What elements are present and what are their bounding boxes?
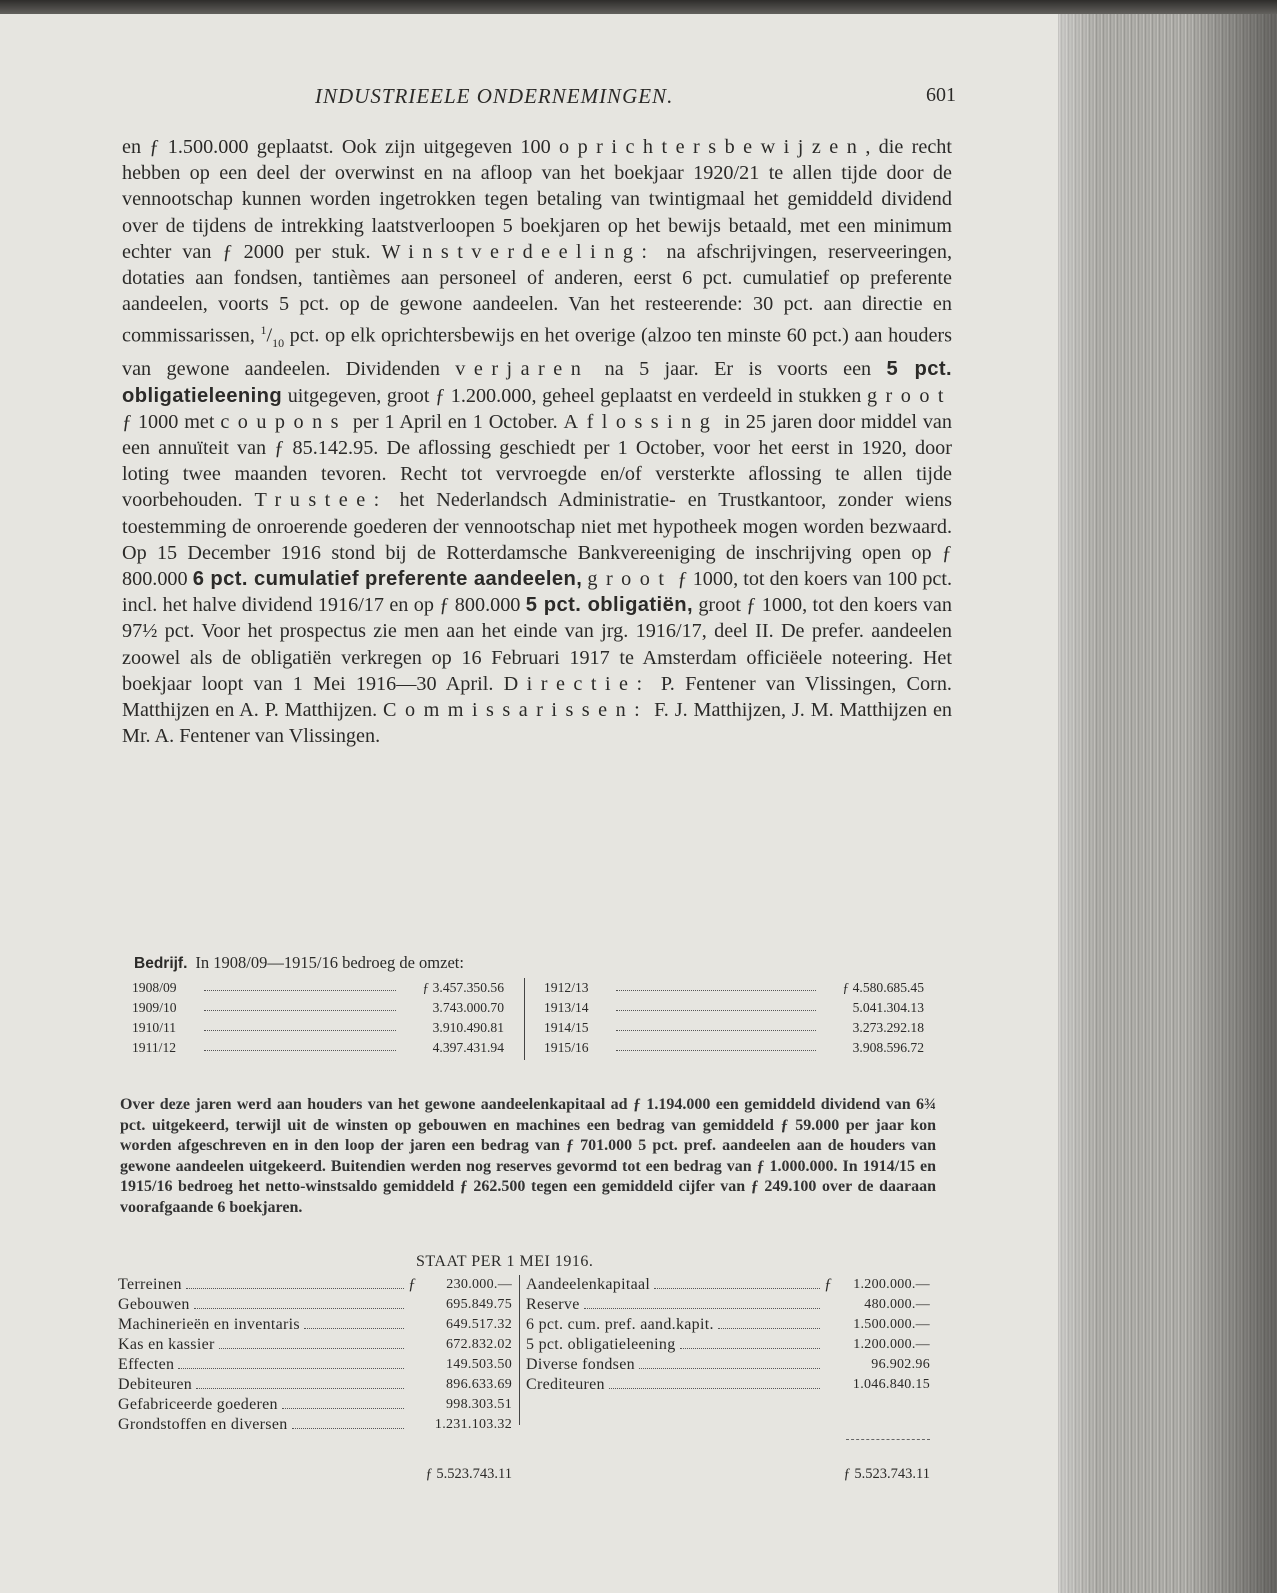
omzet-value: 3.743.000.70 xyxy=(432,1000,504,1015)
passiva-row xyxy=(526,1295,930,1315)
omzet-year: 1915/16 xyxy=(544,1040,589,1055)
passiva-row xyxy=(526,1335,930,1355)
omzet-value: 3.908.596.72 xyxy=(852,1040,924,1055)
currency-sign xyxy=(824,1355,836,1375)
omzet-year: 1910/11 xyxy=(132,1020,177,1035)
dot-leader xyxy=(718,1315,820,1329)
passiva-label: Aandeelenkapitaal xyxy=(526,1276,651,1293)
currency-sign xyxy=(408,1335,420,1355)
passiva-column xyxy=(526,1275,930,1395)
paragraph-text xyxy=(122,134,952,749)
activa-label: Terreinen xyxy=(118,1276,182,1293)
omzet-year: 1909/10 xyxy=(132,1000,177,1015)
text-run: en ƒ 1.500.000 geplaatst. Ook zijn uitgegeven 100 xyxy=(122,136,560,158)
fraction-denominator: 10 xyxy=(272,336,285,351)
omzet-year: 1911/12 xyxy=(132,1040,177,1055)
balance-sheet-title: STAAT PER 1 MEI 1916. xyxy=(416,1253,594,1270)
activa-row xyxy=(118,1415,512,1435)
activa-label: Grondstoffen en diversen xyxy=(118,1416,288,1433)
omzet-row xyxy=(544,1038,924,1058)
text-run: na 5 jaar. Er is voorts een xyxy=(589,358,887,381)
text-run: , die recht hebben op een deel der overwinst en na afloop van het boekjaar 1920/21 te allen tijde door de vennootschap kunnen worden ingetrokken tegen betaling van twintigmaal het gemiddeld dividend over de tijdens de intrekking laatstverloopen 5 boekjaren op het bewijs betaald, met een minimum echter van ƒ 2000 per stuk. xyxy=(122,136,952,263)
text-run: per 1 April en 1 October. xyxy=(347,410,564,433)
text-run: uitgegeven, groot ƒ 1.200.000, geheel geplaatst en verdeeld in stukken xyxy=(282,384,867,407)
omzet-value: ƒ 4.580.685.45 xyxy=(842,980,924,995)
edge-highlight xyxy=(1058,14,1098,1593)
currency-sign xyxy=(408,1295,420,1315)
omzet-column-left xyxy=(132,978,504,1058)
passiva-value: 480.000.— xyxy=(864,1297,930,1312)
activa-value: 998.303.51 xyxy=(446,1397,512,1412)
passiva-value: 1.046.840.15 xyxy=(852,1377,930,1392)
omzet-heading xyxy=(134,953,464,973)
activa-label: Effecten xyxy=(118,1356,175,1373)
passiva-row xyxy=(526,1355,930,1375)
omzet-row xyxy=(544,978,924,998)
omzet-year: 1908/09 xyxy=(132,980,177,995)
spaced-term: Aflossing xyxy=(563,410,719,433)
passiva-label: Diverse fondsen xyxy=(526,1356,635,1373)
text-run: F. J. Matthijzen, J. M. Matthijzen en Mr. A. Fentener van Vlissingen. xyxy=(122,699,953,748)
currency-sign: ƒ xyxy=(408,1276,417,1293)
spaced-term: groot xyxy=(587,568,673,591)
omzet-value: 5.041.304.13 xyxy=(852,1000,924,1015)
omzet-year: 1913/14 xyxy=(544,1000,589,1015)
dot-leader xyxy=(616,998,816,1011)
passiva-label: Reserve xyxy=(526,1296,580,1313)
omzet-row xyxy=(132,998,504,1018)
dot-leader xyxy=(584,1295,820,1309)
omzet-value: ƒ 3.457.350.56 xyxy=(422,980,504,995)
currency-sign xyxy=(408,1315,420,1335)
running-header xyxy=(120,84,956,112)
activa-label: Machinerieën en inventaris xyxy=(118,1316,300,1333)
edge-shadow xyxy=(1187,14,1277,1593)
omzet-row xyxy=(544,998,924,1018)
dot-leader xyxy=(292,1415,404,1429)
activa-value: 149.503.50 xyxy=(446,1357,512,1372)
omzet-year: 1914/15 xyxy=(544,1020,589,1035)
passiva-value: 1.200.000.— xyxy=(853,1337,930,1352)
dot-leader xyxy=(304,1315,404,1329)
activa-value: 672.832.02 xyxy=(446,1337,512,1352)
dot-leader xyxy=(616,1038,816,1051)
passiva-label: 5 pct. obligatieleening xyxy=(526,1336,676,1353)
text-run: pct. op elk oprichtersbewijs en het overige (alzoo ten minste 60 pct.) aan houders van gewone aandeelen. Dividenden xyxy=(122,325,953,381)
fraction-numerator: 1 xyxy=(260,323,267,338)
running-title: INDUSTRIEELE ONDERNEMINGEN. xyxy=(315,84,674,108)
currency-sign xyxy=(408,1415,420,1435)
dot-leader xyxy=(178,1355,404,1369)
activa-value: 649.517.32 xyxy=(446,1317,512,1332)
dividend-paragraph: Over deze jaren werd aan houders van het gewone aandeelenkapitaal ad ƒ 1.194.000 een gemiddeld dividend van 6¾ pct. uitgekeerd, terwijl uit de winsten op gebouwen en machines een bedrag van gemiddeld ƒ 59.000 per jaar kon worden afgeschreven en in den loop der jaren een bedrag van ƒ 701.000 5 pct. pref. aandeelen aan de houders van gewone aandeelen uitgekeerd. Buitendien werden nog reserves gevormd tot een bedrag van ƒ 1.000.000. In 1914/15 en 1915/16 bedroeg het netto-winstsaldo gemiddeld ƒ 262.500 tegen een gemiddeld cijfer van ƒ 249.100 over de daaraan voorafgaande 6 boekjaren. xyxy=(120,1096,936,1216)
omzet-row xyxy=(132,1038,504,1058)
activa-value: 896.633.69 xyxy=(446,1377,512,1392)
activa-label: Kas en kassier xyxy=(118,1336,215,1353)
dot-leader xyxy=(204,1038,396,1051)
spaced-term: Directie: xyxy=(503,672,651,695)
activa-row xyxy=(118,1375,512,1395)
spaced-term: Commissarissen: xyxy=(383,699,649,722)
main-paragraph xyxy=(122,134,952,749)
activa-label: Debiteuren xyxy=(118,1376,193,1393)
activa-row xyxy=(118,1315,512,1335)
currency-sign xyxy=(408,1355,420,1375)
text-run: ƒ 1000 met xyxy=(122,410,221,433)
activa-row xyxy=(118,1395,512,1415)
fraction-slash: / xyxy=(266,325,273,348)
spaced-term: groot xyxy=(866,384,952,407)
passiva-value: 96.902.96 xyxy=(871,1357,930,1372)
spaced-term: Trustee: xyxy=(254,489,388,512)
omzet-value: 4.397.431.94 xyxy=(432,1040,504,1055)
dot-leader xyxy=(196,1375,404,1389)
omzet-column-right xyxy=(544,978,924,1058)
spaced-term: Winstverdeeling: xyxy=(381,240,656,263)
omzet-year: 1912/13 xyxy=(544,980,589,995)
passiva-label: 6 pct. cum. pref. aand.kapit. xyxy=(526,1316,714,1333)
dot-leader xyxy=(204,1018,396,1031)
passiva-label: Crediteuren xyxy=(526,1376,605,1393)
text-run: na afschrijvingen, reserveeringen, dotaties aan fondsen, tantièmes aan personeel of anderen, eerst 6 pct. cumulatief op preferente aandeelen, voorts 5 pct. op de gewone aandeelen. Van het resteerende: 30 pct. aan directie en commissarissen, xyxy=(122,240,952,348)
text-run: ƒ 1000, tot den koers van 100 pct. incl. het halve dividend 1916/17 en op ƒ 800.000 xyxy=(122,568,953,617)
dot-leader xyxy=(219,1335,404,1349)
bold-term: 5 pct. obligatiën, xyxy=(525,594,693,617)
dot-leader xyxy=(204,978,396,991)
text-run: in 25 jaren door middel van een annuïteit van ƒ 85.142.95. De aflossing geschiedt per 1 October, voor het eerst in 1920, door loting twee maanden tevoren. Recht tot vervroegde en/of versterkte aflossing te allen tijde voorbehouden. xyxy=(122,410,952,512)
omzet-row xyxy=(132,978,504,998)
dot-leader xyxy=(194,1295,404,1309)
activa-value: 1.231.103.32 xyxy=(434,1417,512,1432)
text-run: het Nederlandsch Administratie- en Trustkantoor, zonder wiens toestemming de onroerende goederen der vennootschap niet met hypotheek mogen worden bezwaard. Op 15 December 1916 stond bij de Rotterdamsche Bankvereeniging de inschrijving open op ƒ 800.000 xyxy=(122,489,952,591)
dot-leader xyxy=(654,1275,820,1289)
text-run: P. Fentener van Vlissingen, Corn. Matthijzen en A. P. Matthijzen. xyxy=(122,672,952,722)
currency-sign: ƒ xyxy=(824,1276,833,1293)
column-divider xyxy=(524,978,525,1060)
omzet-value: 3.273.292.18 xyxy=(852,1020,924,1035)
currency-sign xyxy=(824,1375,836,1395)
activa-column xyxy=(118,1275,512,1435)
dot-leader xyxy=(204,998,396,1011)
bold-term: 6 pct. cumulatief preferente aandeelen, xyxy=(192,568,583,591)
page-number: 601 xyxy=(926,84,956,106)
dot-leader xyxy=(282,1395,404,1409)
passiva-value: 1.200.000.— xyxy=(853,1277,930,1292)
total-activa: ƒ 5.523.743.11 xyxy=(425,1466,512,1482)
activa-value: 695.849.75 xyxy=(446,1297,512,1312)
currency-sign xyxy=(824,1315,836,1335)
passiva-row xyxy=(526,1375,930,1395)
activa-row xyxy=(118,1335,512,1355)
currency-sign xyxy=(824,1335,836,1355)
omzet-intro-text: In 1908/09—1915/16 bedroeg de omzet: xyxy=(195,953,464,972)
total-passiva: ƒ 5.523.743.11 xyxy=(843,1466,930,1482)
passiva-row xyxy=(526,1315,930,1335)
activa-row xyxy=(118,1295,512,1315)
page-edges xyxy=(1058,14,1277,1593)
activa-value: 230.000.— xyxy=(446,1277,512,1292)
sum-rule xyxy=(846,1439,930,1441)
activa-label: Gebouwen xyxy=(118,1296,190,1313)
dot-leader xyxy=(616,978,816,991)
omzet-row xyxy=(132,1018,504,1038)
activa-row xyxy=(118,1275,512,1295)
dot-leader xyxy=(609,1375,820,1389)
dot-leader xyxy=(186,1275,404,1289)
dot-leader xyxy=(680,1335,820,1349)
spaced-term: verjaren xyxy=(455,358,590,381)
currency-sign xyxy=(408,1395,420,1415)
currency-sign xyxy=(408,1375,420,1395)
omzet-label: Bedrijf. xyxy=(134,955,188,972)
dot-leader xyxy=(639,1355,820,1369)
activa-label: Gefabriceerde goederen xyxy=(118,1396,278,1413)
passiva-row xyxy=(526,1275,930,1295)
currency-sign xyxy=(824,1295,836,1315)
spaced-term: coupons xyxy=(220,410,348,433)
passiva-value: 1.500.000.— xyxy=(853,1317,930,1332)
dot-leader xyxy=(616,1018,816,1031)
omzet-row xyxy=(544,1018,924,1038)
bold-term: 5 pct. obligatieleening xyxy=(122,358,952,407)
column-divider xyxy=(519,1275,520,1425)
activa-row xyxy=(118,1355,512,1375)
text-run: groot ƒ 1000, tot den koers van 97½ pct. Voor het prospectus zie men aan het einde van jrg. 1916/17, deel II. De prefer. aandeelen zoowel als de obligatiën verkregen op 16 Februari 1917 te Amsterdam officiëele noteering. Het boekjaar loopt van 1 Mei 1916—30 April. xyxy=(122,594,952,695)
spaced-term: oprichtersbewijzen xyxy=(559,136,866,158)
omzet-value: 3.910.490.81 xyxy=(432,1020,504,1035)
